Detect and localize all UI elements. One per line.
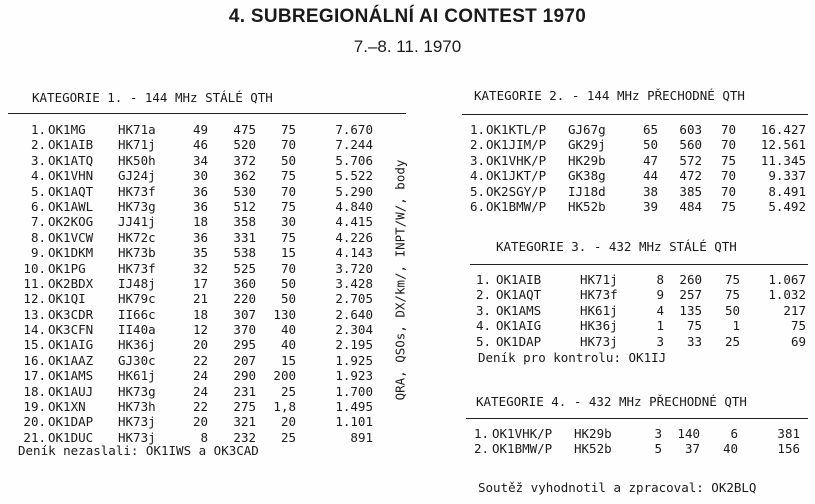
cell-dx: 135 (679, 302, 702, 318)
cell-call: OK1ATQ (48, 152, 94, 168)
cell-dx: 512 (233, 198, 256, 214)
cell-qsos: 30 (192, 168, 208, 184)
cell-qra: II40a (118, 322, 156, 338)
cell-call: OK1AIG (48, 337, 94, 353)
cell-rank: 13. (23, 306, 46, 322)
cell-qsos: 18 (192, 306, 208, 322)
cell-body: 3.428 (335, 275, 373, 291)
cell-call: OK1QI (48, 291, 86, 307)
cell-qra: HK79c (118, 291, 156, 307)
cell-rank: 2. (476, 287, 492, 303)
cell-call: OK3CDR (48, 306, 94, 322)
cell-call: OK1VHK/P (486, 152, 547, 168)
cell-qra: HK71j (580, 272, 618, 287)
cell-qra: HK73j (580, 333, 618, 349)
cell-rank: 5. (30, 183, 46, 199)
page-title: 4. SUBREGIONÁLNÍ AI CONTEST 1970 (228, 6, 587, 27)
cell-rank: 2. (474, 441, 490, 457)
cell-qsos: 20 (192, 337, 208, 353)
cell-body: 4.415 (335, 214, 373, 230)
cell-body: 1.495 (335, 399, 373, 415)
cell-inpt: 75 (280, 198, 296, 214)
cell-dx: 472 (679, 168, 702, 184)
cell-call: OK1BMW/P (492, 441, 553, 457)
cell-dx: 321 (233, 414, 256, 430)
cell-dx: 75 (686, 318, 702, 334)
cell-inpt: 6 (730, 426, 738, 441)
cell-call: OK1AQT (496, 287, 542, 303)
cell-body: 69 (790, 333, 806, 349)
cell-inpt: 40 (280, 322, 296, 338)
cell-call: OK1XN (48, 399, 86, 415)
cell-body: 75 (790, 318, 806, 334)
cell-qsos: 18 (192, 214, 208, 230)
cell-qsos: 65 (642, 122, 658, 137)
cell-inpt: 70 (720, 137, 736, 153)
cat2-rule (462, 114, 808, 115)
cell-qra: HK61j (580, 302, 618, 318)
cell-body: 9.337 (768, 168, 806, 184)
cell-dx: 358 (233, 214, 256, 230)
cell-rank: 16. (23, 352, 46, 368)
cell-dx: 484 (679, 198, 702, 214)
cat4-title: KATEGORIE 4. - 432 MHz PŘECHODNÉ QTH (476, 394, 747, 409)
cell-qsos: 39 (642, 198, 658, 214)
cell-qra: HK29b (574, 426, 612, 441)
cell-inpt: 15 (280, 352, 296, 368)
cell-body: 3.720 (335, 260, 373, 276)
cell-rank: 6. (30, 198, 46, 214)
cell-call: OK3CFN (48, 322, 94, 338)
cell-dx: 260 (679, 272, 702, 287)
cell-call: OK1MG (48, 122, 86, 137)
cell-rank: 4. (476, 318, 492, 334)
cell-rank: 7. (30, 214, 46, 230)
cell-dx: 520 (233, 137, 256, 153)
cell-body: 5.522 (335, 168, 373, 184)
cell-dx: 560 (679, 137, 702, 153)
cell-body: 11.345 (760, 152, 806, 168)
cell-qsos: 17 (192, 275, 208, 291)
cell-call: OK1AQT (48, 183, 94, 199)
cell-dx: 525 (233, 260, 256, 276)
cell-qra: IJ48j (118, 275, 156, 291)
cell-inpt: 25 (280, 383, 296, 399)
cell-qsos: 3 (656, 333, 664, 349)
cell-qra: II66c (118, 306, 156, 322)
cell-inpt: 70 (280, 183, 296, 199)
cell-body: 1.101 (335, 414, 373, 430)
cell-dx: 290 (233, 368, 256, 384)
cell-body: 16.427 (760, 122, 806, 137)
cell-qra: HK73b (118, 245, 156, 261)
cell-call: OK1PG (48, 260, 86, 276)
cell-inpt: 70 (280, 260, 296, 276)
cell-body: 1.923 (335, 368, 373, 384)
cell-rank: 20. (23, 414, 46, 430)
cell-qra: HK73g (118, 383, 156, 399)
cell-qsos: 36 (192, 198, 208, 214)
column-legend-text: QRA, QSOs, DX/km/, INPT/W/, body (392, 159, 408, 401)
cell-rank: 5. (476, 333, 492, 349)
cell-body: 5.290 (335, 183, 373, 199)
cell-rank: 2. (30, 137, 46, 153)
cat1-title: KATEGORIE 1. - 144 MHz STÁLÉ QTH (32, 90, 273, 105)
cell-qsos: 21 (192, 291, 208, 307)
cell-inpt: 1,8 (273, 399, 296, 415)
cell-qra: HK73f (580, 287, 618, 303)
contest-date: 7.–8. 11. 1970 (353, 37, 462, 56)
cell-body: 217 (783, 302, 806, 318)
cat4-rule (466, 418, 808, 419)
cell-dx: 257 (679, 287, 702, 303)
cell-call: OK2BDX (48, 275, 94, 291)
cell-rank: 15. (23, 337, 46, 353)
cell-call: OK1BMW/P (486, 198, 547, 214)
cell-inpt: 20 (280, 414, 296, 430)
cell-inpt: 15 (280, 245, 296, 261)
cell-inpt: 75 (280, 229, 296, 245)
cell-dx: 572 (679, 152, 702, 168)
cell-dx: 232 (233, 429, 256, 445)
cell-qra: HK36j (580, 318, 618, 334)
cell-call: OK1DUC (48, 429, 94, 445)
cell-qra: HK36j (118, 337, 156, 353)
cell-inpt: 40 (280, 337, 296, 353)
cell-dx: 603 (679, 122, 702, 137)
cell-qra: GJ24j (118, 168, 156, 184)
cell-body: 4.226 (335, 229, 373, 245)
cell-inpt: 75 (720, 152, 736, 168)
cell-qsos: 24 (192, 368, 208, 384)
cell-rank: 4. (30, 168, 46, 184)
evaluator-footer: Soutěž vyhodnotil a zpracoval: OK2BLQ (478, 480, 757, 495)
cell-rank: 6. (470, 198, 486, 214)
cell-qra: HK73f (118, 183, 156, 199)
cell-call: OK1DAP (496, 333, 542, 349)
cell-body: 381 (777, 426, 800, 441)
cell-call: OK1AWL (48, 198, 94, 214)
cell-qsos: 22 (192, 399, 208, 415)
cell-qra: IJ18d (568, 183, 606, 199)
cell-inpt: 50 (280, 152, 296, 168)
cell-qsos: 5 (654, 441, 662, 457)
cell-dx: 220 (233, 291, 256, 307)
cell-inpt: 40 (722, 441, 738, 457)
cell-qra: HK29b (568, 152, 606, 168)
cell-call: OK2SGY/P (486, 183, 547, 199)
cat1-note: Deník nezaslali: OK1IWS a OK3CAD (18, 443, 259, 458)
cell-rank: 1. (474, 426, 490, 441)
cell-rank: 3. (470, 152, 486, 168)
cell-call: OK1JKT/P (486, 168, 547, 184)
cell-qsos: 32 (192, 260, 208, 276)
cell-dx: 231 (233, 383, 256, 399)
cell-dx: 362 (233, 168, 256, 184)
cell-rank: 12. (23, 291, 46, 307)
cell-call: OK1AIB (48, 137, 94, 153)
cell-inpt: 50 (280, 291, 296, 307)
cat3-note: Deník pro kontrolu: OK1IJ (478, 350, 667, 365)
cell-rank: 10. (23, 260, 46, 276)
cell-inpt: 75 (280, 168, 296, 184)
cell-qra: GJ67g (568, 122, 606, 137)
cell-body: 7.670 (335, 122, 373, 137)
cell-body: 156 (777, 441, 800, 457)
cell-rank: 14. (23, 322, 46, 338)
cell-body: 12.561 (760, 137, 806, 153)
cell-inpt: 75 (724, 287, 740, 303)
cell-dx: 370 (233, 322, 256, 338)
cell-dx: 372 (233, 152, 256, 168)
cell-body: 4.840 (335, 198, 373, 214)
cell-rank: 19. (23, 399, 46, 415)
cell-qra: HK50h (118, 152, 156, 168)
cell-qra: JJ41j (118, 214, 156, 230)
cell-inpt: 70 (720, 183, 736, 199)
cell-call: OK2KOG (48, 214, 94, 230)
cell-qra: HK71a (118, 122, 156, 137)
cell-rank: 4. (470, 168, 486, 184)
cell-qra: GJ30c (118, 352, 156, 368)
cell-rank: 21. (23, 429, 46, 445)
cell-body: 5.492 (768, 198, 806, 214)
cell-call: OK1AUJ (48, 383, 94, 399)
cat2-title: KATEGORIE 2. - 144 MHz PŘECHODNÉ QTH (474, 88, 745, 103)
cell-qsos: 22 (192, 352, 208, 368)
cell-dx: 475 (233, 122, 256, 137)
cell-rank: 8. (30, 229, 46, 245)
cell-qra: HK52b (568, 198, 606, 214)
cell-body: 8.491 (768, 183, 806, 199)
cell-qra: HK61j (118, 368, 156, 384)
cell-dx: 538 (233, 245, 256, 261)
cell-qsos: 24 (192, 383, 208, 399)
cell-dx: 530 (233, 183, 256, 199)
cell-rank: 1. (30, 122, 46, 137)
cat1-rule (8, 113, 406, 114)
cell-dx: 295 (233, 337, 256, 353)
cell-inpt: 50 (280, 275, 296, 291)
cell-inpt: 75 (280, 122, 296, 137)
cell-body: 2.640 (335, 306, 373, 322)
cell-qsos: 35 (192, 245, 208, 261)
cell-call: OK1KTL/P (486, 122, 547, 137)
cell-qra: HK72c (118, 229, 156, 245)
cell-body: 2.195 (335, 337, 373, 353)
cell-dx: 37 (684, 441, 700, 457)
cell-qsos: 44 (642, 168, 658, 184)
cell-qsos: 20 (192, 414, 208, 430)
cell-qra: HK73h (118, 399, 156, 415)
cell-inpt: 50 (724, 302, 740, 318)
cell-dx: 275 (233, 399, 256, 415)
cell-rank: 2. (470, 137, 486, 153)
cell-body: 7.244 (335, 137, 373, 153)
cell-qra: HK73j (118, 414, 156, 430)
cell-qsos: 46 (192, 137, 208, 153)
cell-inpt: 200 (273, 368, 296, 384)
cell-call: OK1VHN (48, 168, 94, 184)
cell-body: 1.925 (335, 352, 373, 368)
cell-call: OK1AIB (496, 272, 542, 287)
cell-rank: 3. (476, 302, 492, 318)
cell-body: 1.700 (335, 383, 373, 399)
cell-inpt: 70 (720, 168, 736, 184)
cell-dx: 33 (686, 333, 702, 349)
cell-qsos: 47 (642, 152, 658, 168)
cell-qra: HK73g (118, 198, 156, 214)
cell-qsos: 3 (654, 426, 662, 441)
cell-qra: HK73f (118, 260, 156, 276)
cell-call: OK1AIG (496, 318, 542, 334)
cell-body: 1.067 (768, 272, 806, 287)
cell-dx: 331 (233, 229, 256, 245)
cell-rank: 11. (23, 275, 46, 291)
cell-qsos: 8 (656, 272, 664, 287)
cell-qra: GK38g (568, 168, 606, 184)
cell-qra: HK52b (574, 441, 612, 457)
cell-qsos: 34 (192, 152, 208, 168)
cell-qsos: 1 (656, 318, 664, 334)
cell-rank: 1. (476, 272, 492, 287)
cell-qsos: 49 (192, 122, 208, 137)
cell-rank: 17. (23, 368, 46, 384)
cell-qsos: 50 (642, 137, 658, 153)
cell-dx: 207 (233, 352, 256, 368)
cell-qra: HK71j (118, 137, 156, 153)
cell-dx: 140 (677, 426, 700, 441)
cell-body: 5.706 (335, 152, 373, 168)
cell-body: 1.032 (768, 287, 806, 303)
cat3-rule (470, 264, 808, 265)
cell-rank: 18. (23, 383, 46, 399)
cell-call: OK1JIM/P (486, 137, 547, 153)
cell-dx: 385 (679, 183, 702, 199)
cell-call: OK1AMS (48, 368, 94, 384)
cell-call: OK1AMS (496, 302, 542, 318)
cell-call: OK1DAP (48, 414, 94, 430)
cell-qsos: 9 (656, 287, 664, 303)
cell-call: OK1VHK/P (492, 426, 553, 441)
cell-rank: 1. (470, 122, 486, 137)
cell-inpt: 25 (724, 333, 740, 349)
cell-inpt: 1 (732, 318, 740, 334)
cell-qsos: 38 (642, 183, 658, 199)
cell-qsos: 4 (656, 302, 664, 318)
cell-inpt: 25 (280, 429, 296, 445)
cell-inpt: 130 (273, 306, 296, 322)
cell-rank: 9. (30, 245, 46, 261)
cell-dx: 360 (233, 275, 256, 291)
cell-dx: 307 (233, 306, 256, 322)
cell-inpt: 30 (280, 214, 296, 230)
cell-call: OK1DKM (48, 245, 94, 261)
cell-qra: HK73j (118, 429, 156, 445)
cell-body: 4.143 (335, 245, 373, 261)
cell-body: 891 (350, 429, 373, 445)
cell-rank: 5. (470, 183, 486, 199)
cell-body: 2.705 (335, 291, 373, 307)
cell-call: OK1AAZ (48, 352, 94, 368)
cat3-title: KATEGORIE 3. - 432 MHz STÁLÉ QTH (496, 239, 737, 254)
cell-inpt: 75 (720, 198, 736, 214)
cell-inpt: 70 (720, 122, 736, 137)
cell-rank: 3. (30, 152, 46, 168)
cell-call: OK1VCW (48, 229, 94, 245)
cell-qra: GK29j (568, 137, 606, 153)
cell-qsos: 8 (200, 429, 208, 445)
cell-inpt: 75 (724, 272, 740, 287)
cell-qsos: 12 (192, 322, 208, 338)
cell-qsos: 36 (192, 183, 208, 199)
cell-body: 2.304 (335, 322, 373, 338)
cell-inpt: 70 (280, 137, 296, 153)
cell-qsos: 36 (192, 229, 208, 245)
